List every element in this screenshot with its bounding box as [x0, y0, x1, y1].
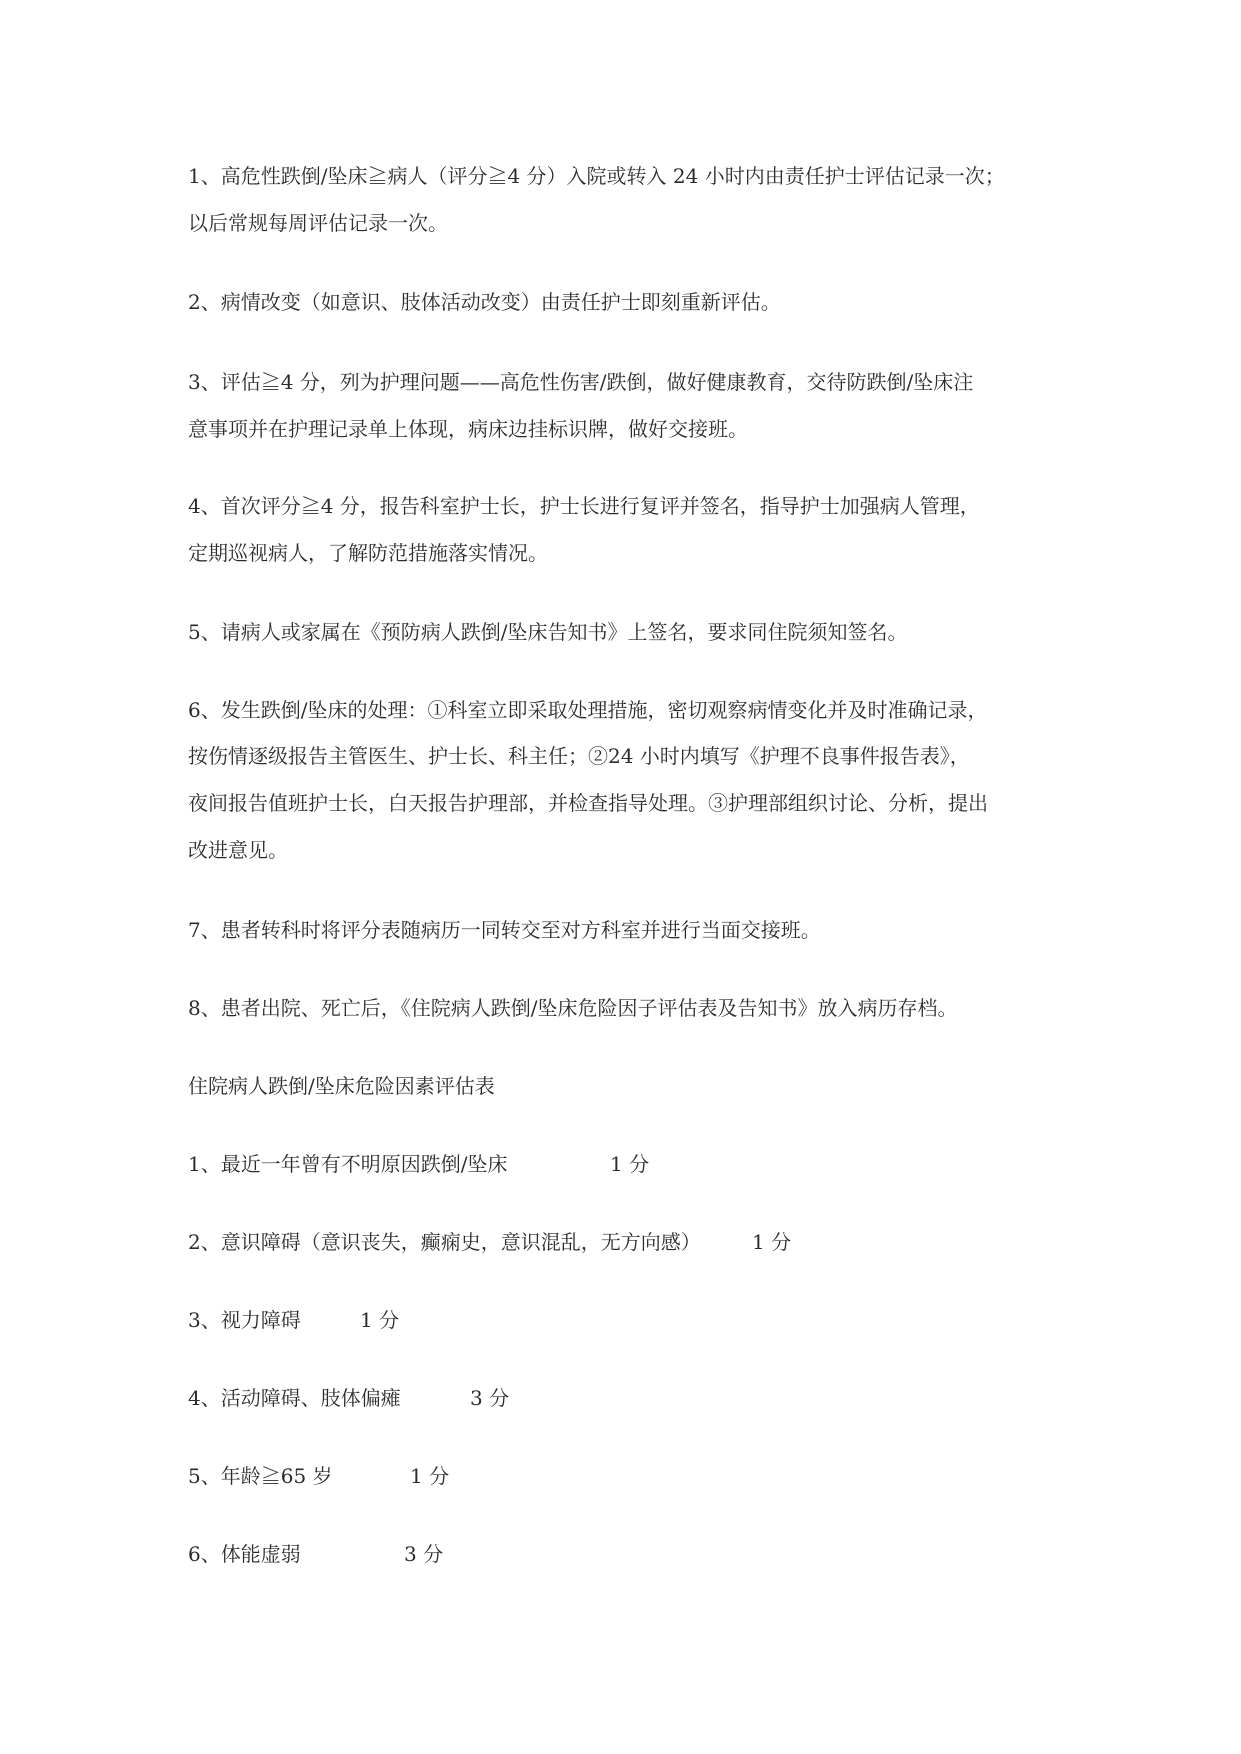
rule-4-line-1: 4、首次评分≧4 分，报告科室护士长，护士长进行复评并签名，指导护士加强病人管理， [188, 494, 980, 518]
factor-score: 3 分 [404, 1542, 444, 1566]
factor-score: 3 分 [470, 1386, 510, 1410]
factor-item: 2、意识障碍（意识丧失，癫痫史，意识混乱，无方向感） [188, 1230, 701, 1254]
rule-5: 5、请病人或家属在《预防病人跌倒/坠床告知书》上签名，要求同住院须知签名。 [188, 620, 908, 644]
factor-item: 6、体能虚弱 [188, 1542, 301, 1566]
table-title: 住院病人跌倒/坠床危险因素评估表 [188, 1074, 495, 1098]
factor-score: 1 分 [410, 1464, 450, 1488]
rule-8: 8、患者出院、死亡后，《住院病人跌倒/坠床危险因子评估表及告知书》放入病历存档。 [188, 996, 958, 1020]
rule-6-line-1: 6、发生跌倒/坠床的处理：①科室立即采取处理措施，密切观察病情变化并及时准确记录， [188, 698, 988, 722]
rule-4-line-2: 定期巡视病人，了解防范措施落实情况。 [188, 541, 548, 565]
factor-item: 1、最近一年曾有不明原因跌倒/坠床 [188, 1152, 508, 1176]
rule-7: 7、患者转科时将评分表随病历一同转交至对方科室并进行当面交接班。 [188, 918, 821, 942]
factor-item: 3、视力障碍 [188, 1308, 301, 1332]
rule-3-line-1: 3、评估≧4 分，列为护理问题——高危性伤害/跌倒，做好健康教育，交待防跌倒/坠床注 [188, 370, 974, 394]
rule-6-line-2: 按伤情逐级报告主管医生、护士长、科主任；②24 小时内填写《护理不良事件报告表》， [188, 744, 970, 768]
factor-item: 5、年龄≧65 岁 [188, 1464, 333, 1488]
factor-score: 1 分 [610, 1152, 650, 1176]
rule-1-line-2: 以后常规每周评估记录一次。 [188, 211, 448, 235]
factor-item: 4、活动障碍、肢体偏瘫 [188, 1386, 401, 1410]
rule-2: 2、病情改变（如意识、肢体活动改变）由责任护士即刻重新评估。 [188, 290, 781, 314]
factor-score: 1 分 [360, 1308, 400, 1332]
factor-score: 1 分 [752, 1230, 792, 1254]
rule-6-line-3: 夜间报告值班护士长，白天报告护理部，并检查指导处理。③护理部组织讨论、分析，提出 [188, 791, 988, 815]
rule-1-line-1: 1、高危性跌倒/坠床≧病人（评分≧4 分）入院或转入 24 小时内由责任护士评估记录一次； [188, 164, 1005, 188]
rule-6-line-4: 改进意见。 [188, 838, 288, 862]
rule-3-line-2: 意事项并在护理记录单上体现，病床边挂标识牌，做好交接班。 [188, 417, 748, 441]
